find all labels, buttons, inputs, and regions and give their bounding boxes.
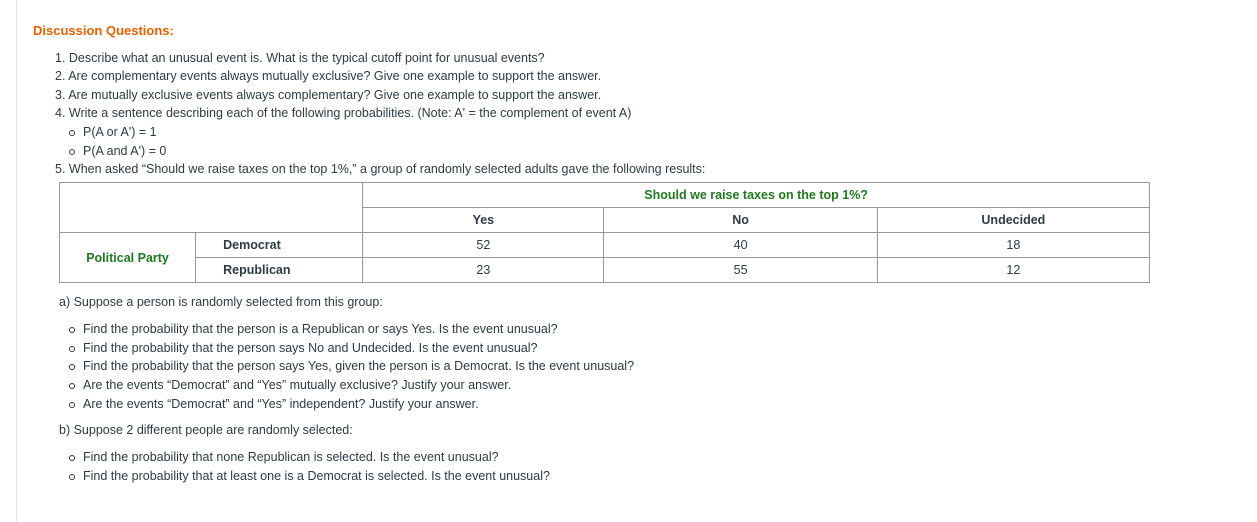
part-a-item-3: Find the probability that the person says Yes, given the person is a Democrat. Is the event unusual? — [83, 359, 635, 373]
part-b-item-1: Find the probability that none Republican is selected. Is the event unusual? — [83, 450, 499, 464]
group-label-political-party: Political Party — [60, 233, 196, 283]
part-a-item-1: Find the probability that the person is a Republican or says Yes. Is the event unusual? — [83, 322, 558, 336]
part-a-item-4: Are the events “Democrat” and “Yes” mutually exclusive? Justify your answer. — [83, 378, 512, 392]
part-b-intro: b) Suppose 2 different people are randomly selected: — [59, 423, 353, 437]
cell-democrat-undecided: 18 — [877, 233, 1149, 258]
question-2: 2. Are complementary events always mutually exclusive? Give one example to support the answer. — [55, 69, 602, 83]
table-question-header: Should we raise taxes on the top 1%? — [363, 183, 1150, 208]
q4-item-2: P(A and A') = 0 — [83, 144, 167, 158]
column-header-undecided: Undecided — [877, 208, 1149, 233]
column-header-yes: Yes — [363, 208, 604, 233]
question-5: 5. When asked “Should we raise taxes on the top 1%,” a group of randomly selected adults gave the following results: — [55, 162, 706, 176]
cell-republican-no: 55 — [604, 258, 877, 283]
q4-item-1: P(A or A') = 1 — [83, 125, 157, 139]
results-table — [59, 182, 1150, 283]
question-1: 1. Describe what an unusual event is. What is the typical cutoff point for unusual events? — [55, 51, 545, 65]
cell-democrat-no: 40 — [604, 233, 877, 258]
part-a-item-2: Find the probability that the person says No and Undecided. Is the event unusual? — [83, 341, 538, 355]
part-a-item-5: Are the events “Democrat” and “Yes” independent? Justify your answer. — [83, 397, 479, 411]
table-row — [60, 233, 1150, 258]
table-corner-cell — [60, 183, 363, 233]
column-header-no: No — [604, 208, 877, 233]
part-b-item-2: Find the probability that at least one is a Democrat is selected. Is the event unusual? — [83, 469, 550, 483]
row-label-democrat: Democrat — [196, 233, 363, 258]
left-divider — [16, 0, 17, 522]
question-4: 4. Write a sentence describing each of the following probabilities. (Note: A' = the complement of event A) — [55, 106, 632, 120]
row-label-republican: Republican — [196, 258, 363, 283]
cell-republican-undecided: 12 — [877, 258, 1149, 283]
part-a-intro: a) Suppose a person is randomly selected from this group: — [59, 295, 383, 309]
cell-democrat-yes: 52 — [363, 233, 604, 258]
question-3: 3. Are mutually exclusive events always complementary? Give one example to support the answer. — [55, 88, 602, 102]
page-heading: Discussion Questions: — [33, 23, 174, 38]
table-row — [60, 258, 1150, 283]
cell-republican-yes: 23 — [363, 258, 604, 283]
